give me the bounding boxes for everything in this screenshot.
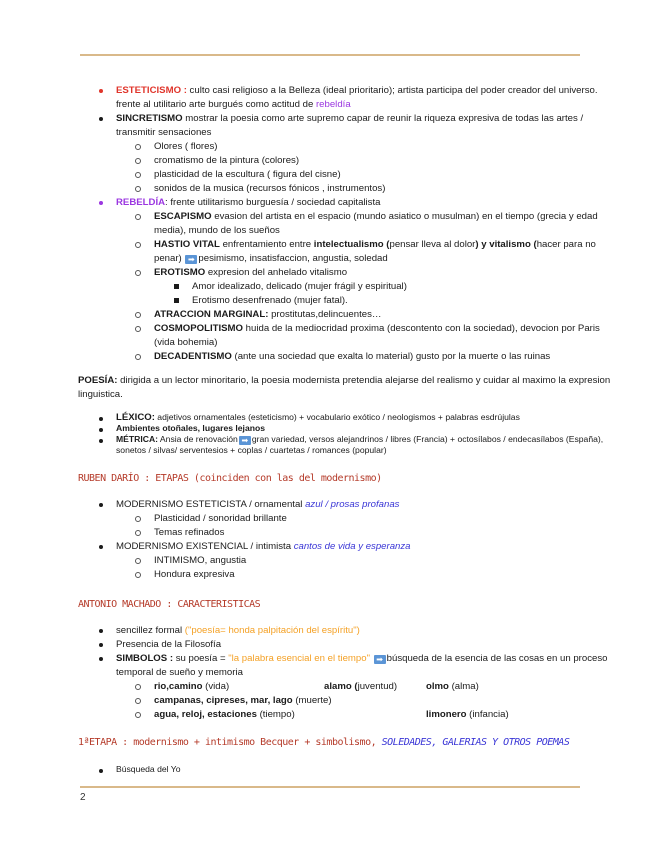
arrow-right-icon: ➡ — [374, 655, 386, 664]
arrow-right-icon: ➡ — [185, 255, 197, 264]
poesia-list — [78, 412, 618, 456]
list-item: sencillez formal ("poesía= honda palpitación del espíritu") — [78, 624, 618, 638]
rebeldia-link: rebeldía — [315, 99, 351, 110]
footer-rule — [80, 786, 580, 788]
list-item: DECADENTISMO (ante una sociedad que exalta lo material) gusto por la muerte o las ruinas — [116, 350, 618, 364]
list-item: COSMOPOLITISMO huida de la mediocridad proxima (descontento con la sociedad), devocion por Paris (vida bohemia) — [116, 322, 618, 350]
list-item: EROTISMO expresion del anhelado vitalismo Amor idealizado, delicado (mujer frágil y espiritual) Erotismo desenfrenado (mujer fatal). — [116, 266, 618, 308]
machado-heading: ANTONIO MACHADO : CARACTERISTICAS — [78, 599, 261, 610]
etapa1-heading: 1ªETAPA : modernismo + intimismo Becquer + simbolismo, SOLEDADES, GALERIAS Y OTROS POEMAS — [78, 737, 570, 748]
ruben-etapas-list — [78, 498, 618, 582]
list-item: Búsqueda del Yo — [78, 764, 618, 775]
list-item: sonidos de la musica (recursos fónicos , instrumentos) — [116, 182, 618, 196]
list-item: Amor idealizado, delicado (mujer frágil y espiritual) — [154, 280, 618, 294]
machado-list — [78, 624, 618, 722]
document-body — [78, 84, 618, 775]
list-item: Erotismo desenfrenado (mujer fatal). — [154, 294, 618, 308]
list-item: HASTIO VITAL enfrentamiento entre intelectualismo (pensar lleva al dolor) y vitalismo (hacer para no penar) ➡ pesimismo, insatisfaccion, angustia, soledad — [116, 238, 618, 266]
page-number: 2 — [80, 792, 86, 803]
list-item: Ambientes otoñales, lugares lejanos — [78, 423, 618, 434]
modernismo-features-list — [78, 84, 618, 364]
list-item: MÉTRICA: Ansia de renovación ➡ gran variedad, versos alejandrinos / libres (Francia) + octosílabos / endecasílabos (España), sonetos / silvas/ serventesios + coplas / cuartetas / romances (popular) — [78, 434, 618, 456]
list-item: MODERNISMO EXISTENCIAL / intimista cantos de vida y esperanza INTIMISMO, angustia Hondura expresiva — [78, 540, 618, 582]
list-item: ATRACCION MARGINAL: prostitutas,delincuentes… — [116, 308, 618, 322]
list-item: agua, reloj, estaciones (tiempo) limonero (infancia) — [116, 708, 618, 722]
list-item: cromatismo de la pintura (colores) — [116, 154, 618, 168]
list-item: rio,camino (vida) alamo (juventud) olmo (alma) — [116, 680, 618, 694]
list-item: ESTETICISMO : culto casi religioso a la Belleza (ideal prioritario); artista participa del poder creador del universo. frente al utilitario arte burgués como actitud de rebeldía — [78, 84, 618, 112]
list-item: Hondura expresiva — [116, 568, 618, 582]
list-item: plasticidad de la escultura ( figura del cisne) — [116, 168, 618, 182]
etapa1-list — [78, 764, 618, 775]
list-item: LÉXICO: adjetivos ornamentales (esteticismo) + vocabulario exótico / neologismos + palabras esdrújulas — [78, 412, 618, 423]
list-item: SIMBOLOS : su poesía = "la palabra esencial en el tiempo" ➡ búsqueda de la esencia de las cosas en un proceso temporal de sueño y memoria rio,camino (vida) alamo (juventud) olmo (alma) campanas, cipreses, mar, lago (muerte) agua, reloj, estaciones (tiempo) limonero (infancia) — [78, 652, 618, 722]
list-item: Temas refinados — [116, 526, 618, 540]
poesia-paragraph: POESÍA: dirigida a un lector minoritario, la poesia modernista pretendia alejarse del realismo y cuidar al maximo la expresion linguistica. — [78, 375, 611, 400]
list-item: SINCRETISMO mostrar la poesia como arte supremo capar de reunir la riqueza expresiva de todas las artes / transmitir sensaciones Olores ( flores) cromatismo de la pintura (colores) plasticidad de la escultura ( figura del cisne) sonidos de la musica (recursos fónicos , instrumentos) — [78, 112, 618, 196]
list-item: Presencia de la Filosofía — [78, 638, 618, 652]
list-item: Olores ( flores) — [116, 140, 618, 154]
header-rule — [80, 54, 580, 56]
list-item: MODERNISMO ESTETICISTA / ornamental azul / prosas profanas Plasticidad / sonoridad brillante Temas refinados — [78, 498, 618, 540]
arrow-right-icon: ➡ — [239, 436, 251, 445]
ruben-dario-heading: RUBEN DARÍO : ETAPAS (coinciden con las del modernismo) — [78, 473, 382, 484]
list-item: REBELDÍA: frente utilitarismo burguesía / sociedad capitalista ESCAPISMO evasion del artista en el espacio (mundo asiatico o musulman) en el tiempo (grecia y edad media), mundo de los sueños HASTIO VITAL enfrentamiento entre intelectualismo (pensar lleva al dolor) y vitalismo (hacer para no penar) ➡ pesimismo, insatisfaccion, angustia, soledad EROTISMO expresion del anhelado vitalismo Amor idealizado, delicado (mujer frágil y espiritual) Erotismo desenfrenado (mujer fatal). ATRACCION MARGINAL: prostitutas,delincuentes… COSMOPOLITISMO huida de la mediocridad proxima (descontento con la sociedad), devocion por Paris (vida bohemia) DECADENTISMO (ante una sociedad que exalta lo material) gusto por la muerte o las ruinas — [78, 196, 618, 364]
list-item: Plasticidad / sonoridad brillante — [116, 512, 618, 526]
list-item: ESCAPISMO evasion del artista en el espacio (mundo asiatico o musulman) en el tiempo (grecia y edad media), mundo de los sueños — [116, 210, 618, 238]
list-item: INTIMISMO, angustia — [116, 554, 618, 568]
list-item: campanas, cipreses, mar, lago (muerte) — [116, 694, 618, 708]
